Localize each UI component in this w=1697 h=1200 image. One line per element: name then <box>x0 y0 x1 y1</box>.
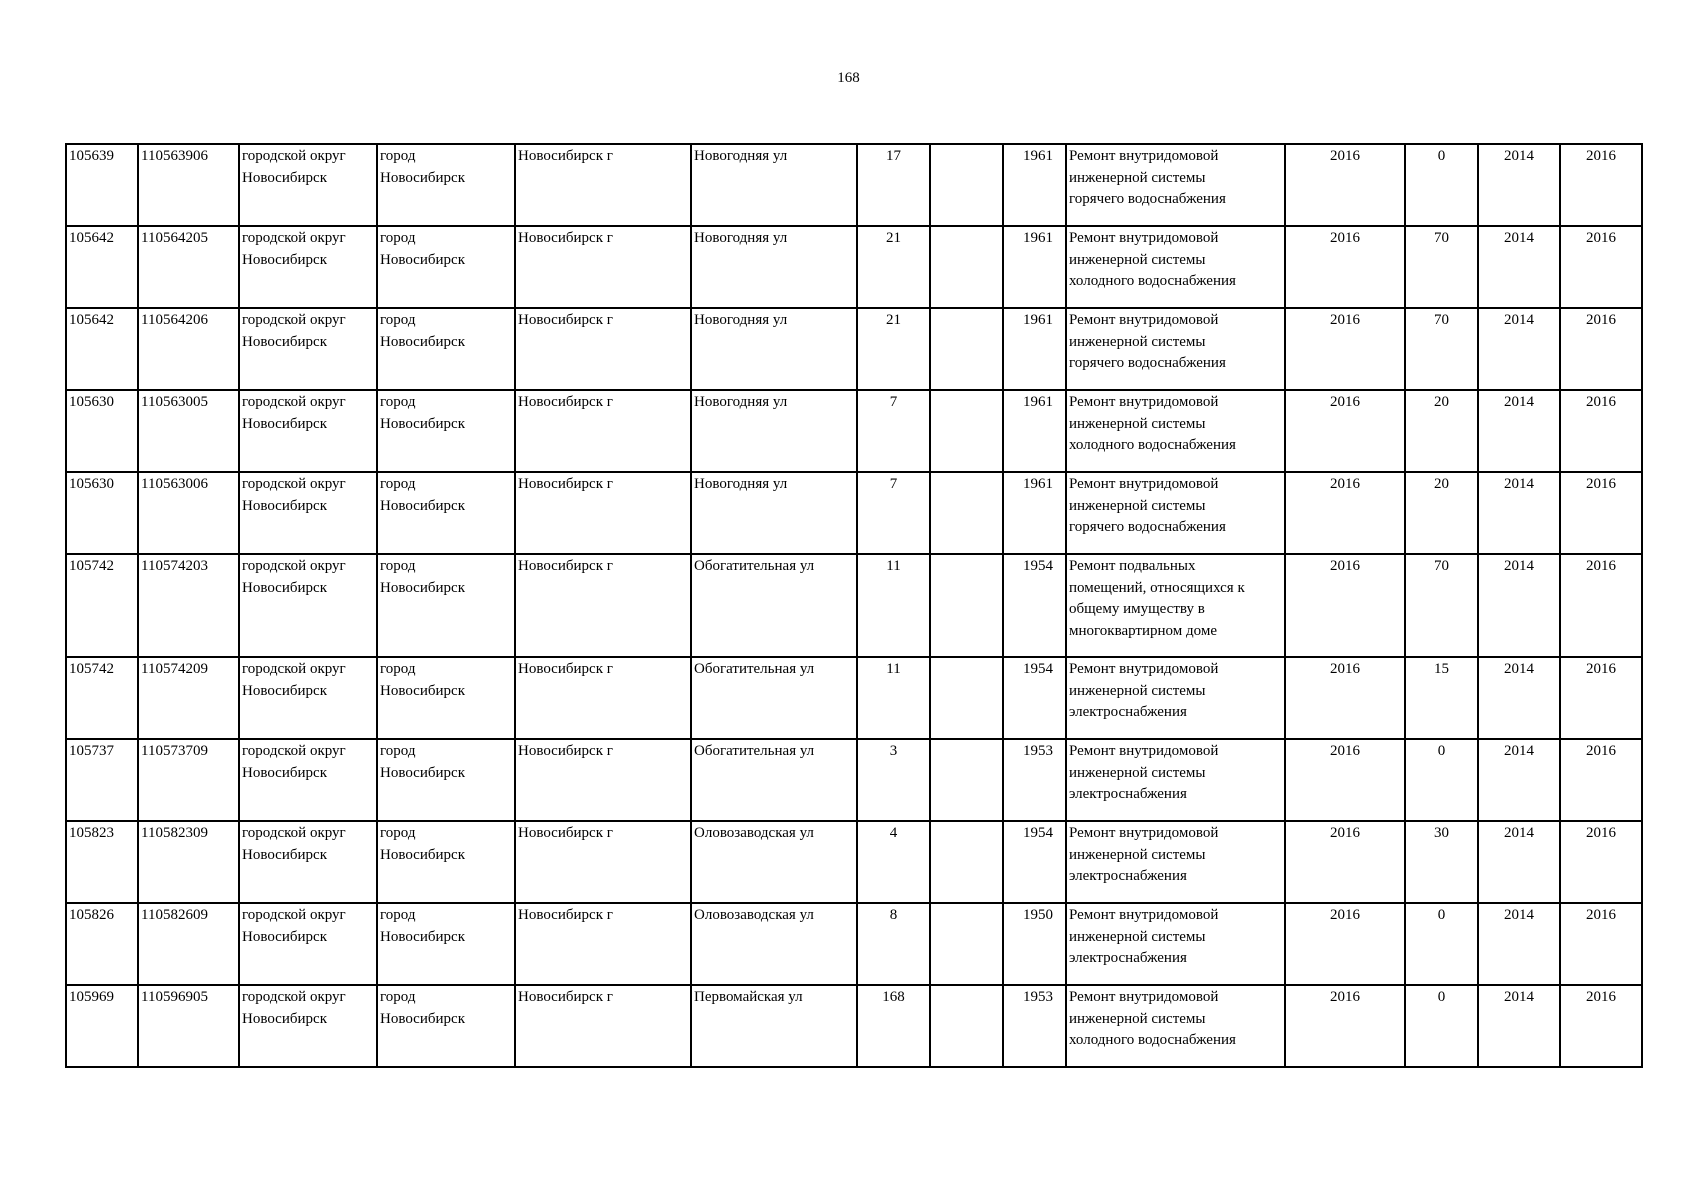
cell-settlement <box>377 472 515 554</box>
cell-street: Новогодняя ул <box>691 390 857 472</box>
cell-plan-year: 2016 <box>1285 821 1405 903</box>
table-row <box>66 985 1642 1067</box>
cell-work-type-line: Ремонт внутридомовой <box>1069 989 1219 1005</box>
cell-end-year: 2016 <box>1560 390 1642 472</box>
cell-settlement <box>377 821 515 903</box>
cell-settlement <box>377 308 515 390</box>
cell-building <box>930 739 1003 821</box>
cell-wear-percent: 70 <box>1405 308 1478 390</box>
cell-house-id: 105737 <box>66 739 138 821</box>
cell-municipal-district-line: Новосибирск <box>242 497 327 514</box>
cell-work-type-line: инженерной системы <box>1069 682 1206 699</box>
cell-settlement-line: Новосибирск <box>380 169 465 186</box>
cell-municipal-district-line: городской округ <box>242 825 346 841</box>
cell-work-type-line: горячего водоснабжения <box>1069 191 1226 207</box>
cell-plan-year: 2016 <box>1285 390 1405 472</box>
cell-street: Новогодняя ул <box>691 144 857 226</box>
cell-work-type-line: электроснабжения <box>1069 868 1187 884</box>
cell-end-year: 2016 <box>1560 308 1642 390</box>
cell-building <box>930 472 1003 554</box>
cell-municipal-district-line: Новосибирск <box>242 846 327 863</box>
cell-year-built: 1953 <box>1003 985 1066 1067</box>
cell-city: Новосибирск г <box>515 472 691 554</box>
cell-street: Новогодняя ул <box>691 226 857 308</box>
cell-settlement-line: Новосибирск <box>380 846 465 863</box>
cell-work-type <box>1066 903 1285 985</box>
cell-municipal-district-line: городской округ <box>242 476 346 492</box>
cell-wear-percent: 0 <box>1405 144 1478 226</box>
cell-municipal-district-line: Новосибирск <box>242 415 327 432</box>
cell-work-code: 110563906 <box>138 144 239 226</box>
cell-work-type <box>1066 657 1285 739</box>
capital-repair-table <box>65 143 1643 1068</box>
cell-work-code: 110563006 <box>138 472 239 554</box>
cell-work-type-line: Ремонт внутридомовой <box>1069 230 1219 246</box>
cell-settlement <box>377 554 515 657</box>
cell-work-code: 110596905 <box>138 985 239 1067</box>
cell-house-id: 105742 <box>66 657 138 739</box>
cell-building <box>930 985 1003 1067</box>
cell-municipal-district-line: Новосибирск <box>242 579 327 596</box>
cell-end-year: 2016 <box>1560 144 1642 226</box>
cell-work-type-line: инженерной системы <box>1069 333 1206 350</box>
cell-municipal-district-line: Новосибирск <box>242 1010 327 1027</box>
cell-start-year: 2014 <box>1478 554 1560 657</box>
table-row <box>66 390 1642 472</box>
cell-settlement <box>377 657 515 739</box>
cell-settlement-line: город <box>380 661 416 677</box>
cell-work-type-line: Ремонт внутридомовой <box>1069 312 1219 328</box>
cell-plan-year: 2016 <box>1285 903 1405 985</box>
cell-work-type <box>1066 739 1285 821</box>
cell-work-type-line: многоквартирном доме <box>1069 622 1217 639</box>
cell-settlement-line: город <box>380 989 416 1005</box>
cell-settlement <box>377 390 515 472</box>
cell-start-year: 2014 <box>1478 390 1560 472</box>
cell-work-type <box>1066 308 1285 390</box>
cell-end-year: 2016 <box>1560 903 1642 985</box>
cell-work-type-line: инженерной системы <box>1069 1010 1206 1027</box>
cell-municipal-district-line: городской округ <box>242 230 346 246</box>
cell-work-type-line: общему имуществу в <box>1069 601 1205 617</box>
cell-plan-year: 2016 <box>1285 985 1405 1067</box>
cell-wear-percent: 20 <box>1405 390 1478 472</box>
cell-plan-year: 2016 <box>1285 554 1405 657</box>
cell-settlement-line: Новосибирск <box>380 682 465 699</box>
cell-start-year: 2014 <box>1478 472 1560 554</box>
cell-end-year: 2016 <box>1560 472 1642 554</box>
cell-municipal-district <box>239 554 377 657</box>
cell-work-type <box>1066 226 1285 308</box>
cell-year-built: 1961 <box>1003 308 1066 390</box>
cell-work-type-line: помещений, относящихся к <box>1069 579 1245 596</box>
cell-wear-percent: 70 <box>1405 226 1478 308</box>
table-row <box>66 308 1642 390</box>
cell-work-type-line: горячего водоснабжения <box>1069 355 1226 371</box>
cell-end-year: 2016 <box>1560 554 1642 657</box>
cell-municipal-district <box>239 821 377 903</box>
cell-settlement-line: Новосибирск <box>380 928 465 945</box>
cell-work-type-line: Ремонт внутридомовой <box>1069 907 1219 923</box>
cell-work-type <box>1066 554 1285 657</box>
cell-settlement-line: Новосибирск <box>380 415 465 432</box>
cell-start-year: 2014 <box>1478 903 1560 985</box>
cell-house-number: 21 <box>857 308 930 390</box>
cell-city: Новосибирск г <box>515 985 691 1067</box>
cell-settlement-line: город <box>380 148 416 164</box>
cell-city: Новосибирск г <box>515 308 691 390</box>
cell-settlement <box>377 739 515 821</box>
cell-work-type <box>1066 472 1285 554</box>
cell-year-built: 1954 <box>1003 554 1066 657</box>
cell-settlement <box>377 903 515 985</box>
cell-work-type-line: Ремонт внутридомовой <box>1069 743 1219 759</box>
cell-work-type-line: холодного водоснабжения <box>1069 1032 1236 1048</box>
cell-wear-percent: 20 <box>1405 472 1478 554</box>
cell-municipal-district-line: Новосибирск <box>242 764 327 781</box>
cell-house-number: 11 <box>857 554 930 657</box>
cell-city: Новосибирск г <box>515 739 691 821</box>
cell-house-number: 4 <box>857 821 930 903</box>
cell-work-type-line: холодного водоснабжения <box>1069 437 1236 453</box>
cell-house-number: 21 <box>857 226 930 308</box>
cell-settlement-line: город <box>380 907 416 923</box>
cell-house-id: 105642 <box>66 308 138 390</box>
cell-house-id: 105639 <box>66 144 138 226</box>
cell-start-year: 2014 <box>1478 821 1560 903</box>
cell-work-type-line: холодного водоснабжения <box>1069 273 1236 289</box>
table-row <box>66 821 1642 903</box>
cell-start-year: 2014 <box>1478 308 1560 390</box>
cell-work-code: 110574209 <box>138 657 239 739</box>
cell-house-id: 105642 <box>66 226 138 308</box>
cell-work-type-line: электроснабжения <box>1069 950 1187 966</box>
cell-year-built: 1961 <box>1003 390 1066 472</box>
cell-building <box>930 657 1003 739</box>
cell-municipal-district-line: Новосибирск <box>242 333 327 350</box>
cell-wear-percent: 0 <box>1405 739 1478 821</box>
cell-house-number: 3 <box>857 739 930 821</box>
cell-end-year: 2016 <box>1560 739 1642 821</box>
cell-work-type-line: инженерной системы <box>1069 415 1206 432</box>
cell-year-built: 1961 <box>1003 144 1066 226</box>
cell-year-built: 1961 <box>1003 472 1066 554</box>
cell-work-type-line: электроснабжения <box>1069 704 1187 720</box>
cell-work-code: 110564206 <box>138 308 239 390</box>
cell-city: Новосибирск г <box>515 226 691 308</box>
cell-municipal-district-line: городской округ <box>242 148 346 164</box>
cell-house-id: 105630 <box>66 472 138 554</box>
cell-start-year: 2014 <box>1478 739 1560 821</box>
cell-city: Новосибирск г <box>515 554 691 657</box>
cell-house-number: 11 <box>857 657 930 739</box>
cell-work-code: 110582309 <box>138 821 239 903</box>
cell-municipal-district-line: Новосибирск <box>242 251 327 268</box>
table-row <box>66 739 1642 821</box>
cell-street: Обогатительная ул <box>691 657 857 739</box>
cell-year-built: 1953 <box>1003 739 1066 821</box>
table-body <box>66 144 1642 1067</box>
cell-house-number: 8 <box>857 903 930 985</box>
cell-house-id: 105826 <box>66 903 138 985</box>
cell-municipal-district-line: Новосибирск <box>242 928 327 945</box>
cell-work-code: 110564205 <box>138 226 239 308</box>
cell-settlement-line: Новосибирск <box>380 333 465 350</box>
cell-work-type-line: Ремонт внутридомовой <box>1069 825 1219 841</box>
cell-work-type-line: Ремонт внутридомовой <box>1069 394 1219 410</box>
cell-wear-percent: 30 <box>1405 821 1478 903</box>
cell-year-built: 1954 <box>1003 657 1066 739</box>
cell-work-type-line: электроснабжения <box>1069 786 1187 802</box>
cell-plan-year: 2016 <box>1285 144 1405 226</box>
cell-year-built: 1961 <box>1003 226 1066 308</box>
cell-house-id: 105823 <box>66 821 138 903</box>
table-row <box>66 657 1642 739</box>
cell-work-type-line: Ремонт внутридомовой <box>1069 148 1219 164</box>
cell-work-type-line: инженерной системы <box>1069 169 1206 186</box>
cell-work-type-line: Ремонт внутридомовой <box>1069 476 1219 492</box>
cell-municipal-district-line: городской округ <box>242 312 346 328</box>
cell-end-year: 2016 <box>1560 226 1642 308</box>
page-number: 168 <box>837 70 860 86</box>
cell-municipal-district <box>239 657 377 739</box>
cell-work-type-line: Ремонт подвальных <box>1069 558 1196 574</box>
cell-end-year: 2016 <box>1560 821 1642 903</box>
cell-plan-year: 2016 <box>1285 472 1405 554</box>
cell-settlement <box>377 985 515 1067</box>
cell-municipal-district-line: Новосибирск <box>242 169 327 186</box>
table-row <box>66 554 1642 657</box>
cell-settlement <box>377 144 515 226</box>
cell-building <box>930 554 1003 657</box>
cell-work-type <box>1066 144 1285 226</box>
cell-wear-percent: 15 <box>1405 657 1478 739</box>
cell-settlement-line: Новосибирск <box>380 579 465 596</box>
cell-wear-percent: 70 <box>1405 554 1478 657</box>
cell-street: Новогодняя ул <box>691 308 857 390</box>
cell-work-type <box>1066 821 1285 903</box>
cell-work-type <box>1066 985 1285 1067</box>
cell-wear-percent: 0 <box>1405 985 1478 1067</box>
table-row <box>66 144 1642 226</box>
cell-work-type <box>1066 390 1285 472</box>
cell-street: Оловозаводская ул <box>691 903 857 985</box>
cell-end-year: 2016 <box>1560 985 1642 1067</box>
cell-municipal-district-line: Новосибирск <box>242 682 327 699</box>
cell-plan-year: 2016 <box>1285 226 1405 308</box>
cell-settlement-line: город <box>380 743 416 759</box>
cell-street: Обогатительная ул <box>691 554 857 657</box>
cell-start-year: 2014 <box>1478 657 1560 739</box>
cell-plan-year: 2016 <box>1285 657 1405 739</box>
cell-work-type-line: Ремонт внутридомовой <box>1069 661 1219 677</box>
cell-building <box>930 821 1003 903</box>
cell-municipal-district-line: городской округ <box>242 661 346 677</box>
cell-building <box>930 308 1003 390</box>
cell-municipal-district <box>239 226 377 308</box>
cell-start-year: 2014 <box>1478 985 1560 1067</box>
cell-year-built: 1950 <box>1003 903 1066 985</box>
cell-start-year: 2014 <box>1478 226 1560 308</box>
cell-municipal-district <box>239 390 377 472</box>
cell-house-number: 168 <box>857 985 930 1067</box>
cell-street: Оловозаводская ул <box>691 821 857 903</box>
cell-work-code: 110563005 <box>138 390 239 472</box>
cell-work-type-line: инженерной системы <box>1069 764 1206 781</box>
cell-house-id: 105742 <box>66 554 138 657</box>
cell-plan-year: 2016 <box>1285 739 1405 821</box>
cell-settlement-line: Новосибирск <box>380 1010 465 1027</box>
table-row <box>66 226 1642 308</box>
cell-city: Новосибирск г <box>515 144 691 226</box>
cell-building <box>930 903 1003 985</box>
cell-settlement-line: город <box>380 312 416 328</box>
cell-settlement-line: город <box>380 825 416 841</box>
cell-plan-year: 2016 <box>1285 308 1405 390</box>
cell-building <box>930 226 1003 308</box>
cell-house-number: 17 <box>857 144 930 226</box>
cell-settlement-line: Новосибирск <box>380 764 465 781</box>
cell-municipal-district-line: городской округ <box>242 558 346 574</box>
cell-work-type-line: горячего водоснабжения <box>1069 519 1226 535</box>
cell-municipal-district <box>239 144 377 226</box>
cell-municipal-district-line: городской округ <box>242 989 346 1005</box>
cell-work-code: 110573709 <box>138 739 239 821</box>
cell-work-code: 110574203 <box>138 554 239 657</box>
cell-city: Новосибирск г <box>515 821 691 903</box>
cell-settlement <box>377 226 515 308</box>
cell-municipal-district-line: городской округ <box>242 743 346 759</box>
cell-house-number: 7 <box>857 390 930 472</box>
cell-municipal-district <box>239 308 377 390</box>
cell-wear-percent: 0 <box>1405 903 1478 985</box>
cell-municipal-district <box>239 472 377 554</box>
cell-street: Новогодняя ул <box>691 472 857 554</box>
cell-end-year: 2016 <box>1560 657 1642 739</box>
cell-municipal-district <box>239 739 377 821</box>
cell-city: Новосибирск г <box>515 657 691 739</box>
cell-house-id: 105630 <box>66 390 138 472</box>
cell-building <box>930 390 1003 472</box>
cell-start-year: 2014 <box>1478 144 1560 226</box>
cell-city: Новосибирск г <box>515 390 691 472</box>
cell-building <box>930 144 1003 226</box>
cell-street: Обогатительная ул <box>691 739 857 821</box>
cell-municipal-district <box>239 985 377 1067</box>
cell-settlement-line: Новосибирск <box>380 497 465 514</box>
cell-settlement-line: Новосибирск <box>380 251 465 268</box>
cell-work-type-line: инженерной системы <box>1069 846 1206 863</box>
cell-municipal-district <box>239 903 377 985</box>
cell-house-id: 105969 <box>66 985 138 1067</box>
cell-settlement-line: город <box>380 394 416 410</box>
cell-street: Первомайская ул <box>691 985 857 1067</box>
cell-settlement-line: город <box>380 476 416 492</box>
cell-work-type-line: инженерной системы <box>1069 251 1206 268</box>
cell-city: Новосибирск г <box>515 903 691 985</box>
table-row <box>66 472 1642 554</box>
cell-settlement-line: город <box>380 558 416 574</box>
cell-settlement-line: город <box>380 230 416 246</box>
cell-year-built: 1954 <box>1003 821 1066 903</box>
cell-municipal-district-line: городской округ <box>242 394 346 410</box>
cell-municipal-district-line: городской округ <box>242 907 346 923</box>
cell-work-type-line: инженерной системы <box>1069 928 1206 945</box>
cell-house-number: 7 <box>857 472 930 554</box>
cell-work-type-line: инженерной системы <box>1069 497 1206 514</box>
table-row <box>66 903 1642 985</box>
cell-work-code: 110582609 <box>138 903 239 985</box>
